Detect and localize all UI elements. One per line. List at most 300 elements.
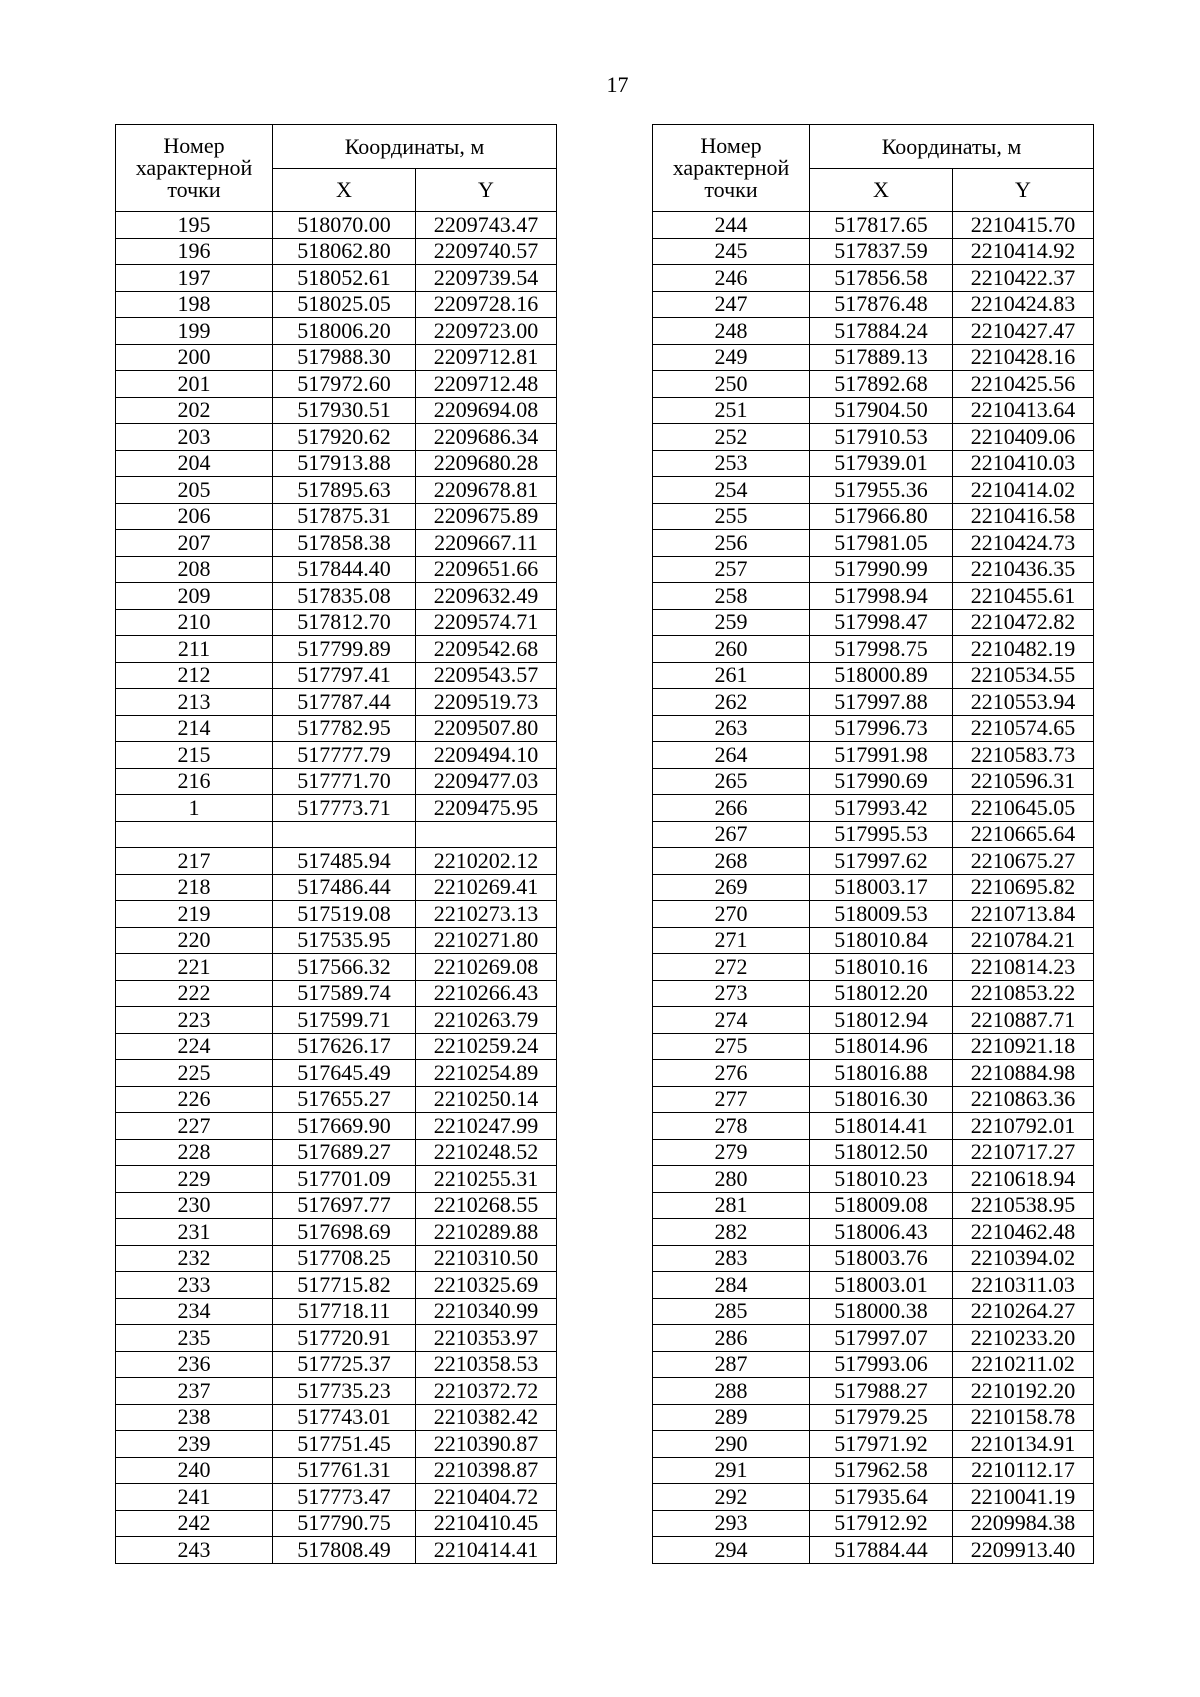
table-row [116,1007,557,1034]
x-coordinate-cell: 517971.92 [810,1431,953,1458]
table-row [116,530,557,557]
point-number-cell: 248 [653,318,810,345]
point-number-cell: 208 [116,556,273,583]
point-number-cell: 202 [116,397,273,424]
table-row [116,1219,557,1246]
x-coordinate-cell: 517913.88 [273,450,416,477]
y-coordinate-cell: 2210269.08 [416,954,557,981]
y-coordinate-cell: 2210596.31 [953,768,1094,795]
x-coordinate-cell: 517669.90 [273,1113,416,1140]
x-coordinate-cell [273,821,416,848]
table-row [653,583,1094,610]
y-coordinate-cell: 2210645.05 [953,795,1094,822]
x-coordinate-cell: 517858.38 [273,530,416,557]
point-number-cell: 228 [116,1139,273,1166]
point-number-cell: 198 [116,291,273,318]
header-x: X [273,169,416,212]
point-number-cell: 285 [653,1298,810,1325]
table-row [116,848,557,875]
y-coordinate-cell: 2210618.94 [953,1166,1094,1193]
y-coordinate-cell: 2210482.19 [953,636,1094,663]
y-coordinate-cell: 2209678.81 [416,477,557,504]
point-number-cell [116,821,273,848]
table-row [653,1537,1094,1564]
point-number-cell: 263 [653,715,810,742]
table-row [653,530,1094,557]
coordinates-table-right [652,124,1094,1564]
point-number-cell: 289 [653,1404,810,1431]
table-row [116,901,557,928]
y-coordinate-cell: 2210273.13 [416,901,557,928]
x-coordinate-cell: 517993.06 [810,1351,953,1378]
table-row [653,238,1094,265]
point-number-cell: 227 [116,1113,273,1140]
table-row [116,662,557,689]
x-coordinate-cell: 517912.92 [810,1510,953,1537]
x-coordinate-cell: 517599.71 [273,1007,416,1034]
x-coordinate-cell: 517486.44 [273,874,416,901]
point-number-cell: 224 [116,1033,273,1060]
point-number-cell: 218 [116,874,273,901]
y-coordinate-cell: 2210372.72 [416,1378,557,1405]
point-number-cell: 243 [116,1537,273,1564]
y-coordinate-cell: 2209519.73 [416,689,557,716]
point-number-cell: 241 [116,1484,273,1511]
point-number-cell: 213 [116,689,273,716]
point-number-cell: 252 [653,424,810,451]
x-coordinate-cell: 517997.88 [810,689,953,716]
point-number-cell: 233 [116,1272,273,1299]
x-coordinate-cell: 517761.31 [273,1457,416,1484]
table-row [116,874,557,901]
x-coordinate-cell: 518014.96 [810,1033,953,1060]
y-coordinate-cell: 2210382.42 [416,1404,557,1431]
point-number-cell: 265 [653,768,810,795]
x-coordinate-cell: 517589.74 [273,980,416,1007]
x-coordinate-cell: 517566.32 [273,954,416,981]
y-coordinate-cell: 2210814.23 [953,954,1094,981]
x-coordinate-cell: 517998.47 [810,609,953,636]
y-coordinate-cell: 2210353.97 [416,1325,557,1352]
table-row [653,1033,1094,1060]
table-row [116,291,557,318]
table-row [653,450,1094,477]
point-number-cell: 294 [653,1537,810,1564]
y-coordinate-cell: 2209475.95 [416,795,557,822]
point-number-cell: 273 [653,980,810,1007]
x-coordinate-cell: 517817.65 [810,212,953,239]
y-coordinate-cell: 2210427.47 [953,318,1094,345]
table-row [653,1457,1094,1484]
x-coordinate-cell: 517698.69 [273,1219,416,1246]
table-row [116,1192,557,1219]
x-coordinate-cell: 518010.84 [810,927,953,954]
table-row [116,265,557,292]
table-row [653,1404,1094,1431]
point-number-cell: 247 [653,291,810,318]
point-number-cell: 254 [653,477,810,504]
y-coordinate-cell: 2210414.02 [953,477,1094,504]
table-row [653,1325,1094,1352]
x-coordinate-cell: 518006.43 [810,1219,953,1246]
table-row [653,1166,1094,1193]
header-coordinates: Координаты, м [810,125,1094,169]
y-coordinate-cell: 2210266.43 [416,980,557,1007]
point-number-cell: 205 [116,477,273,504]
table-row [653,927,1094,954]
table-row [116,742,557,769]
y-coordinate-cell: 2210472.82 [953,609,1094,636]
table-row [116,1325,557,1352]
header-point-number: Номер характерной точки [116,125,273,212]
table-row [653,1510,1094,1537]
x-coordinate-cell: 517939.01 [810,450,953,477]
table-row [116,821,557,848]
table-row [116,1510,557,1537]
y-coordinate-cell: 2210574.65 [953,715,1094,742]
point-number-cell: 268 [653,848,810,875]
point-number-cell: 272 [653,954,810,981]
table-row [116,795,557,822]
x-coordinate-cell: 517998.94 [810,583,953,610]
x-coordinate-cell: 518009.08 [810,1192,953,1219]
point-number-cell: 281 [653,1192,810,1219]
table-row [653,1086,1094,1113]
point-number-cell: 258 [653,583,810,610]
y-coordinate-cell: 2209686.34 [416,424,557,451]
y-coordinate-cell [416,821,557,848]
table-row [116,1166,557,1193]
point-number-cell: 199 [116,318,273,345]
x-coordinate-cell: 517812.70 [273,609,416,636]
x-coordinate-cell: 518009.53 [810,901,953,928]
y-coordinate-cell: 2210410.03 [953,450,1094,477]
point-number-cell: 196 [116,238,273,265]
point-number-cell: 234 [116,1298,273,1325]
y-coordinate-cell: 2210158.78 [953,1404,1094,1431]
point-number-cell: 288 [653,1378,810,1405]
point-number-cell: 229 [116,1166,273,1193]
x-coordinate-cell: 517837.59 [810,238,953,265]
y-coordinate-cell: 2210041.19 [953,1484,1094,1511]
table-row [116,1139,557,1166]
table-row [653,689,1094,716]
x-coordinate-cell: 517972.60 [273,371,416,398]
y-coordinate-cell: 2210415.70 [953,212,1094,239]
table-row [653,1139,1094,1166]
point-number-cell: 266 [653,795,810,822]
y-coordinate-cell: 2209723.00 [416,318,557,345]
point-number-cell: 230 [116,1192,273,1219]
x-coordinate-cell: 518016.30 [810,1086,953,1113]
table-row [653,742,1094,769]
x-coordinate-cell: 517718.11 [273,1298,416,1325]
x-coordinate-cell: 517995.53 [810,821,953,848]
x-coordinate-cell: 517777.79 [273,742,416,769]
y-coordinate-cell: 2210462.48 [953,1219,1094,1246]
point-number-cell: 284 [653,1272,810,1299]
point-number-cell: 277 [653,1086,810,1113]
point-number-cell: 244 [653,212,810,239]
point-number-cell: 240 [116,1457,273,1484]
point-number-cell: 246 [653,265,810,292]
y-coordinate-cell: 2210259.24 [416,1033,557,1060]
page-number: 17 [606,72,629,97]
table-row [653,1060,1094,1087]
table-row [116,397,557,424]
y-coordinate-cell: 2210436.35 [953,556,1094,583]
x-coordinate-cell: 518010.16 [810,954,953,981]
y-coordinate-cell: 2209739.54 [416,265,557,292]
point-number-cell: 262 [653,689,810,716]
y-coordinate-cell: 2210254.89 [416,1060,557,1087]
x-coordinate-cell: 518012.50 [810,1139,953,1166]
x-coordinate-cell: 518003.76 [810,1245,953,1272]
x-coordinate-cell: 517808.49 [273,1537,416,1564]
x-coordinate-cell: 518000.38 [810,1298,953,1325]
x-coordinate-cell: 517991.98 [810,742,953,769]
y-coordinate-cell: 2209632.49 [416,583,557,610]
y-coordinate-cell: 2210390.87 [416,1431,557,1458]
x-coordinate-cell: 517485.94 [273,848,416,875]
y-coordinate-cell: 2209543.57 [416,662,557,689]
table-row [653,344,1094,371]
header-y: Y [416,169,557,212]
x-coordinate-cell: 517751.45 [273,1431,416,1458]
y-coordinate-cell: 2210553.94 [953,689,1094,716]
point-number-cell: 209 [116,583,273,610]
y-coordinate-cell: 2209675.89 [416,503,557,530]
point-number-cell: 286 [653,1325,810,1352]
point-number-cell: 206 [116,503,273,530]
table-row [116,1404,557,1431]
x-coordinate-cell: 518052.61 [273,265,416,292]
y-coordinate-cell: 2210264.27 [953,1298,1094,1325]
y-coordinate-cell: 2210202.12 [416,848,557,875]
table-row [116,980,557,1007]
x-coordinate-cell: 517725.37 [273,1351,416,1378]
table-row [116,1033,557,1060]
point-number-cell: 225 [116,1060,273,1087]
point-number-cell: 261 [653,662,810,689]
point-number-cell: 215 [116,742,273,769]
point-number-cell: 275 [653,1033,810,1060]
x-coordinate-cell: 517535.95 [273,927,416,954]
table-row [116,583,557,610]
y-coordinate-cell: 2210583.73 [953,742,1094,769]
table-row [116,556,557,583]
table-row [653,1219,1094,1246]
table-row [653,636,1094,663]
table-row [653,1113,1094,1140]
header-point-number: Номер характерной точки [653,125,810,212]
y-coordinate-cell: 2210675.27 [953,848,1094,875]
x-coordinate-cell: 518025.05 [273,291,416,318]
table-row [116,954,557,981]
y-coordinate-cell: 2210713.84 [953,901,1094,928]
x-coordinate-cell: 517519.08 [273,901,416,928]
point-number-cell: 231 [116,1219,273,1246]
x-coordinate-cell: 517990.99 [810,556,953,583]
x-coordinate-cell: 517998.75 [810,636,953,663]
table-row [116,1484,557,1511]
point-number-cell: 236 [116,1351,273,1378]
x-coordinate-cell: 517997.07 [810,1325,953,1352]
y-coordinate-cell: 2210340.99 [416,1298,557,1325]
x-coordinate-cell: 517645.49 [273,1060,416,1087]
table-row [116,1060,557,1087]
table-row [653,662,1094,689]
point-number-cell: 245 [653,238,810,265]
header-x: X [810,169,953,212]
x-coordinate-cell: 517889.13 [810,344,953,371]
y-coordinate-cell: 2210233.20 [953,1325,1094,1352]
point-number-cell: 210 [116,609,273,636]
x-coordinate-cell: 518062.80 [273,238,416,265]
y-coordinate-cell: 2210695.82 [953,874,1094,901]
y-coordinate-cell: 2210248.52 [416,1139,557,1166]
point-number-cell: 280 [653,1166,810,1193]
x-coordinate-cell: 517988.27 [810,1378,953,1405]
x-coordinate-cell: 517787.44 [273,689,416,716]
x-coordinate-cell: 517655.27 [273,1086,416,1113]
table-row [116,1245,557,1272]
y-coordinate-cell: 2210311.03 [953,1272,1094,1299]
x-coordinate-cell: 517884.24 [810,318,953,345]
y-coordinate-cell: 2210717.27 [953,1139,1094,1166]
point-number-cell: 256 [653,530,810,557]
y-coordinate-cell: 2210112.17 [953,1457,1094,1484]
x-coordinate-cell: 517797.41 [273,662,416,689]
y-coordinate-cell: 2210887.71 [953,1007,1094,1034]
point-number-cell: 1 [116,795,273,822]
x-coordinate-cell: 518012.94 [810,1007,953,1034]
table-row [116,1431,557,1458]
y-coordinate-cell: 2209984.38 [953,1510,1094,1537]
y-coordinate-cell: 2209740.57 [416,238,557,265]
x-coordinate-cell: 517701.09 [273,1166,416,1193]
x-coordinate-cell: 517955.36 [810,477,953,504]
table-row [653,397,1094,424]
y-coordinate-cell: 2210792.01 [953,1113,1094,1140]
y-coordinate-cell: 2210413.64 [953,397,1094,424]
x-coordinate-cell: 518003.17 [810,874,953,901]
point-number-cell: 195 [116,212,273,239]
y-coordinate-cell: 2209712.81 [416,344,557,371]
table-row [116,344,557,371]
table-row [116,371,557,398]
y-coordinate-cell: 2210192.20 [953,1378,1094,1405]
table-row [653,848,1094,875]
y-coordinate-cell: 2210358.53 [416,1351,557,1378]
table-row [116,212,557,239]
table-row [653,821,1094,848]
y-coordinate-cell: 2210422.37 [953,265,1094,292]
y-coordinate-cell: 2210414.92 [953,238,1094,265]
x-coordinate-cell: 517626.17 [273,1033,416,1060]
table-row [653,212,1094,239]
table-row [116,1378,557,1405]
x-coordinate-cell: 517935.64 [810,1484,953,1511]
y-coordinate-cell: 2209913.40 [953,1537,1094,1564]
x-coordinate-cell: 517988.30 [273,344,416,371]
y-coordinate-cell: 2209507.80 [416,715,557,742]
y-coordinate-cell: 2210921.18 [953,1033,1094,1060]
x-coordinate-cell: 518016.88 [810,1060,953,1087]
y-coordinate-cell: 2210455.61 [953,583,1094,610]
point-number-cell: 292 [653,1484,810,1511]
table-row [653,1298,1094,1325]
point-number-cell: 257 [653,556,810,583]
x-coordinate-cell: 517689.27 [273,1139,416,1166]
y-coordinate-cell: 2210424.83 [953,291,1094,318]
point-number-cell: 212 [116,662,273,689]
table-row [116,238,557,265]
table-row [116,715,557,742]
point-number-cell: 207 [116,530,273,557]
x-coordinate-cell: 517920.62 [273,424,416,451]
point-number-cell: 239 [116,1431,273,1458]
x-coordinate-cell: 517697.77 [273,1192,416,1219]
y-coordinate-cell: 2210394.02 [953,1245,1094,1272]
y-coordinate-cell: 2210884.98 [953,1060,1094,1087]
y-coordinate-cell: 2209680.28 [416,450,557,477]
point-number-cell: 221 [116,954,273,981]
x-coordinate-cell: 517979.25 [810,1404,953,1431]
y-coordinate-cell: 2210268.55 [416,1192,557,1219]
table-row [653,1007,1094,1034]
x-coordinate-cell: 517773.71 [273,795,416,822]
point-number-cell: 220 [116,927,273,954]
point-number-cell: 278 [653,1113,810,1140]
point-number-cell: 238 [116,1404,273,1431]
point-number-cell: 264 [653,742,810,769]
table-row [116,318,557,345]
table-row [653,768,1094,795]
table-row [653,980,1094,1007]
table-row [116,927,557,954]
y-coordinate-cell: 2209667.11 [416,530,557,557]
point-number-cell: 223 [116,1007,273,1034]
table-row [116,768,557,795]
y-coordinate-cell: 2210263.79 [416,1007,557,1034]
x-coordinate-cell: 517910.53 [810,424,953,451]
table-row [653,371,1094,398]
table-row [653,1378,1094,1405]
x-coordinate-cell: 517773.47 [273,1484,416,1511]
point-number-cell: 216 [116,768,273,795]
y-coordinate-cell: 2210425.56 [953,371,1094,398]
x-coordinate-cell: 518006.20 [273,318,416,345]
x-coordinate-cell: 518000.89 [810,662,953,689]
x-coordinate-cell: 517981.05 [810,530,953,557]
point-number-cell: 279 [653,1139,810,1166]
y-coordinate-cell: 2210784.21 [953,927,1094,954]
x-coordinate-cell: 517895.63 [273,477,416,504]
y-coordinate-cell: 2209694.08 [416,397,557,424]
y-coordinate-cell: 2210409.06 [953,424,1094,451]
point-number-cell: 287 [653,1351,810,1378]
table-row [653,795,1094,822]
x-coordinate-cell: 517844.40 [273,556,416,583]
x-coordinate-cell: 517892.68 [810,371,953,398]
table-row [116,1457,557,1484]
header-y: Y [953,169,1094,212]
point-number-cell: 222 [116,980,273,1007]
point-number-cell: 267 [653,821,810,848]
point-number-cell: 255 [653,503,810,530]
point-number-cell: 242 [116,1510,273,1537]
